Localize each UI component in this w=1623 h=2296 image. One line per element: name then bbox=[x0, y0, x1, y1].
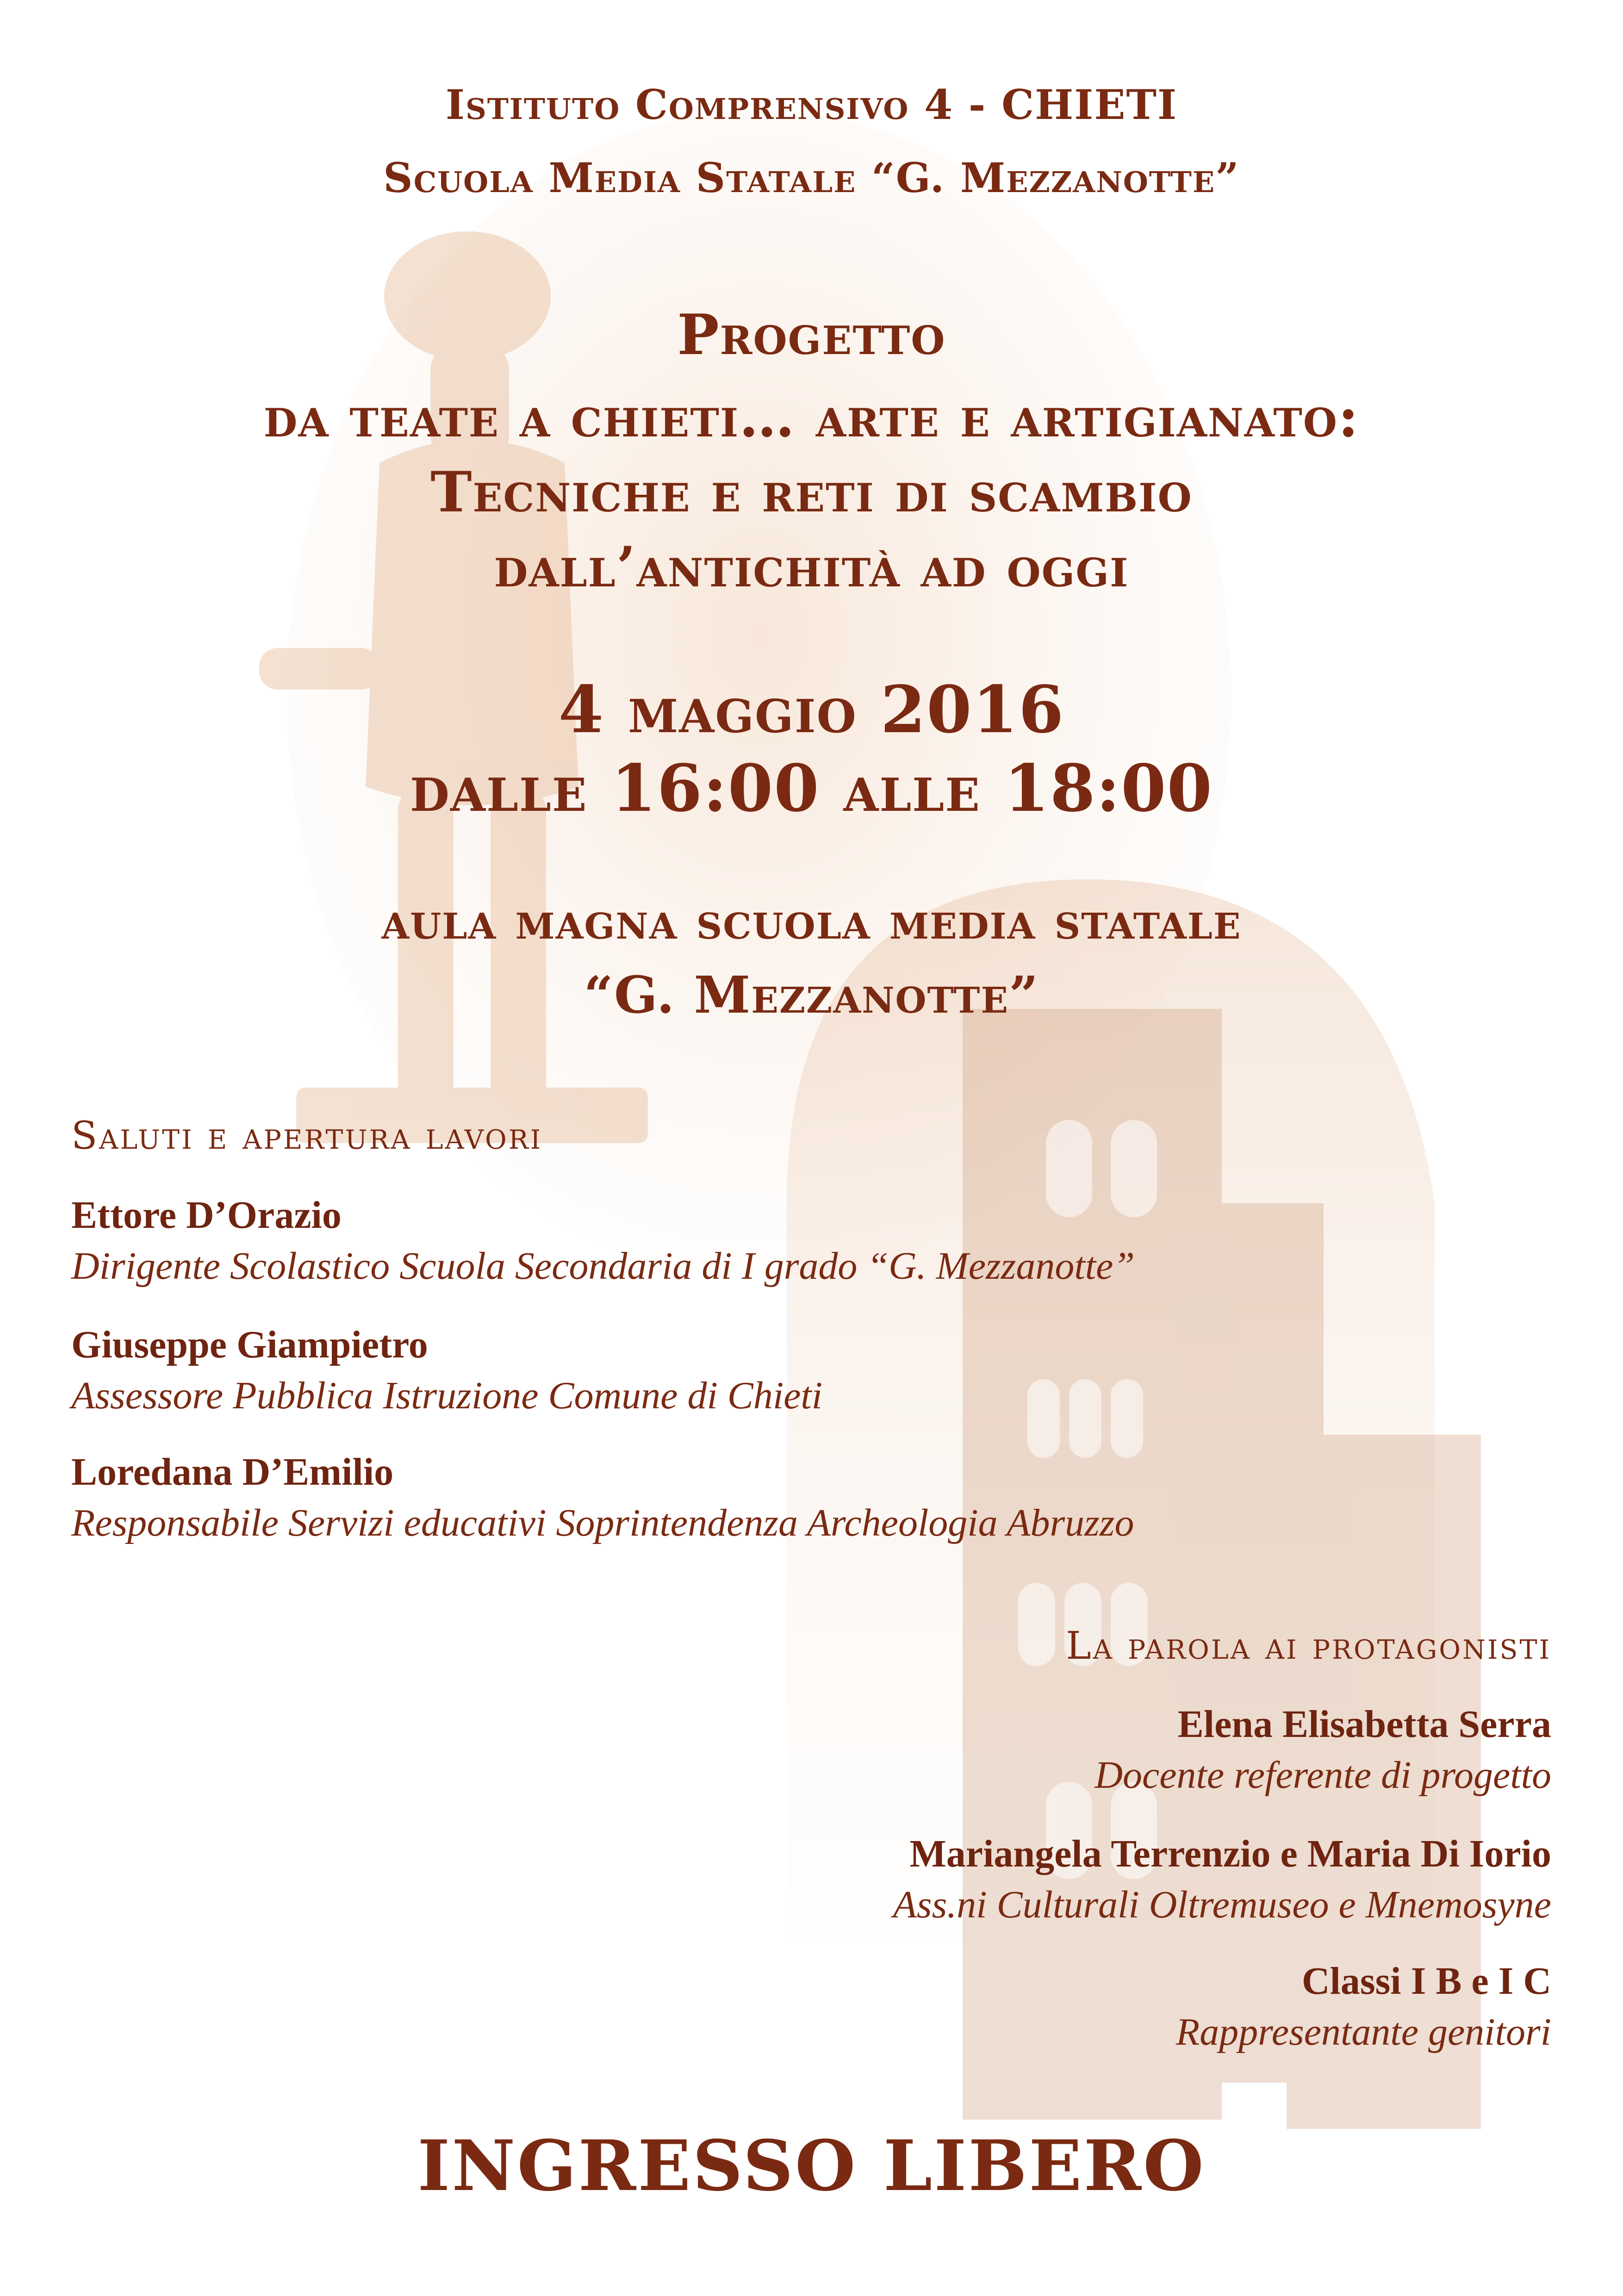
event-time: dalle 16:00 alle 18:00 bbox=[410, 751, 1213, 827]
school-name: Istituto Comprensivo 4 - CHIETI bbox=[445, 81, 1178, 129]
protagonists-heading: La parola ai protagonisti bbox=[1066, 1624, 1551, 1668]
project-title-line-2: Tecniche e reti di scambio bbox=[430, 460, 1193, 525]
protagonist-role: Ass.ni Culturali Oltremuseo e Mnemosyne bbox=[893, 1883, 1551, 1926]
venue-line-2: “G. Mezzanotte” bbox=[584, 965, 1039, 1025]
school-subtitle: Scuola Media Statale “G. Mezzanotte” bbox=[383, 154, 1240, 202]
project-title-line-3: dall’antichità ad oggi bbox=[494, 535, 1129, 600]
speaker-role: Dirigente Scolastico Scuola Secondaria di I grado “G. Mezzanotte” bbox=[71, 1244, 1135, 1288]
project-title-line-1: da teate a chieti… arte e artigianato: bbox=[263, 385, 1360, 450]
speaker-role: Assessore Pubblica Istruzione Comune di Chieti bbox=[71, 1374, 823, 1417]
speaker-role: Responsabile Servizi educativi Soprintendenza Archeologia Abruzzo bbox=[71, 1501, 1134, 1544]
event-date: 4 maggio 2016 bbox=[558, 672, 1065, 748]
speaker-name: Loredana D’Emilio bbox=[71, 1450, 394, 1493]
protagonist-name: Elena Elisabetta Serra bbox=[1177, 1703, 1551, 1746]
protagonist-name: Mariangela Terrenzio e Maria Di Iorio bbox=[909, 1832, 1551, 1875]
protagonist-role: Rappresentante genitori bbox=[1175, 2010, 1551, 2053]
free-entry-notice: INGRESSO LIBERO bbox=[417, 2125, 1206, 2207]
protagonist-name: Classi I B e I C bbox=[1301, 1960, 1551, 2003]
protagonist-role: Docente referente di progetto bbox=[1094, 1754, 1551, 1797]
opening-heading: Saluti e apertura lavori bbox=[71, 1114, 543, 1158]
project-label: Progetto bbox=[677, 302, 946, 367]
speaker-name: Ettore D’Orazio bbox=[71, 1194, 342, 1237]
venue-line-1: aula magna scuola media statale bbox=[381, 891, 1242, 951]
speaker-name: Giuseppe Giampietro bbox=[71, 1323, 428, 1366]
